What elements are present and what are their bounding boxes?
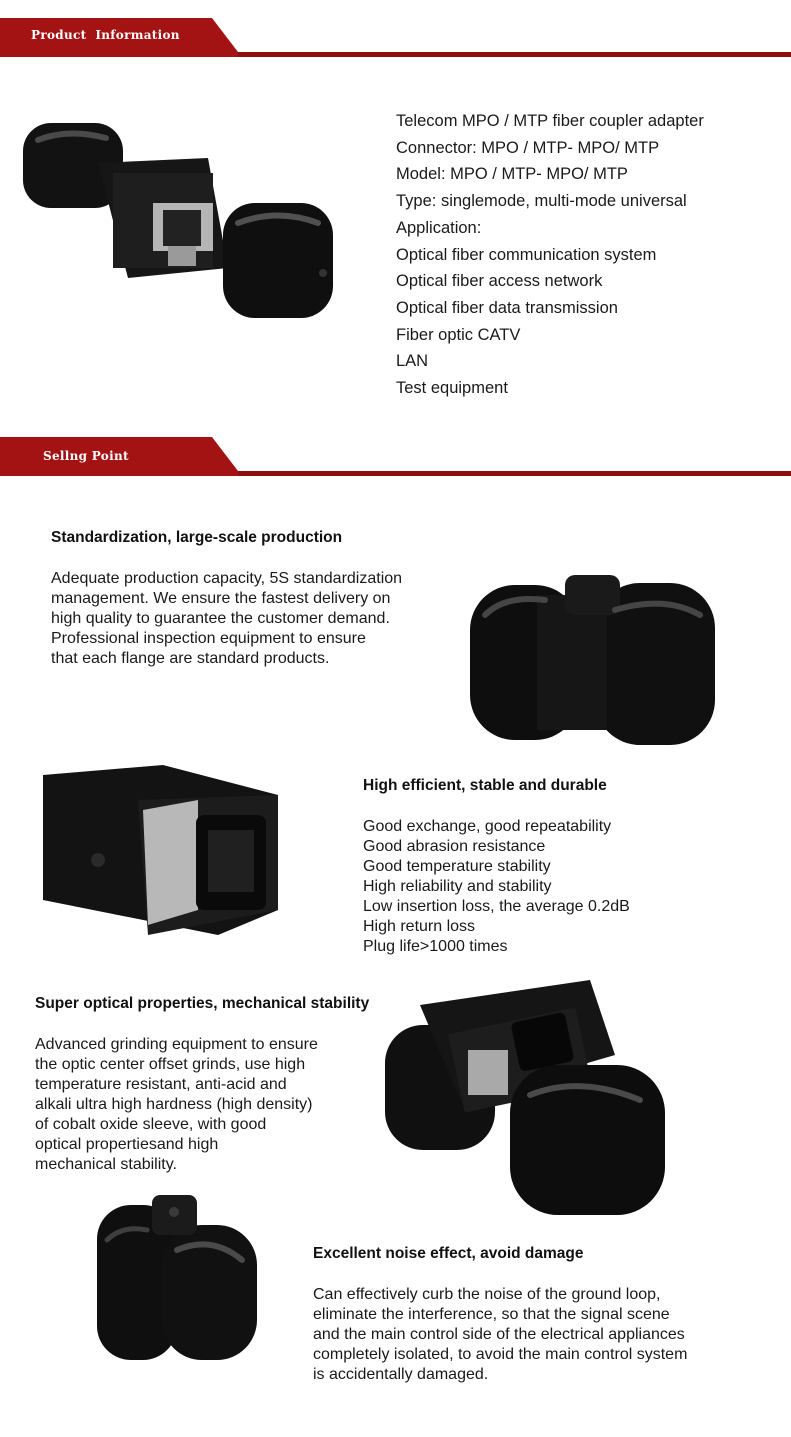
spec-line: Optical fiber data transmission bbox=[396, 298, 618, 317]
product-image-adapter-open bbox=[380, 975, 670, 1220]
body-line: mechanical stability. bbox=[35, 1156, 177, 1173]
body-line: Can effectively curb the noise of the ground loop, bbox=[313, 1286, 661, 1303]
product-spec-list bbox=[396, 108, 704, 402]
section-banner-product-information bbox=[0, 18, 791, 58]
spec-line: Optical fiber access network bbox=[396, 272, 603, 291]
spec-line: Telecom MPO / MTP fiber coupler adapter bbox=[396, 112, 704, 130]
section-banner-selling-point bbox=[0, 437, 791, 477]
body-line: Plug life>1000 times bbox=[363, 938, 508, 955]
body-line: and the main control side of the electrical appliances bbox=[313, 1326, 685, 1343]
spec-line: Connector: MPO / MTP- MPO/ MTP bbox=[396, 138, 660, 157]
body-line: high quality to guarantee the customer demand. bbox=[51, 610, 390, 627]
spec-line: Fiber optic CATV bbox=[396, 325, 521, 344]
selling-point-title: Super optical properties, mechanical stability bbox=[35, 995, 370, 1012]
body-line: Good temperature stability bbox=[363, 858, 551, 875]
product-image-adapter-side bbox=[38, 760, 286, 940]
selling-point-body bbox=[363, 817, 630, 957]
body-line: Low insertion loss, the average 0.2dB bbox=[363, 898, 630, 915]
spec-line: Model: MPO / MTP- MPO/ MTP bbox=[396, 165, 628, 184]
body-line: Good abrasion resistance bbox=[363, 838, 546, 855]
banner-label: Sellng Point bbox=[43, 449, 129, 463]
body-line: the optic center offset grinds, use high bbox=[35, 1056, 306, 1073]
spec-line: Type: singlemode, multi-mode universal bbox=[396, 192, 687, 211]
banner-label: Product Information bbox=[31, 28, 180, 42]
product-image-capped-adapter bbox=[465, 555, 720, 750]
body-line: that each flange are standard products. bbox=[51, 650, 330, 667]
body-line: completely isolated, to avoid the main control system bbox=[313, 1346, 688, 1363]
body-line: optical propertiesand high bbox=[35, 1136, 219, 1153]
body-line: Adequate production capacity, 5S standardization bbox=[51, 570, 403, 587]
selling-point-title: Excellent noise effect, avoid damage bbox=[313, 1245, 584, 1262]
selling-point-body bbox=[35, 1035, 318, 1175]
selling-point-body bbox=[51, 569, 402, 669]
body-line: eliminate the interference, so that the signal scene bbox=[313, 1306, 670, 1323]
spec-line: LAN bbox=[396, 352, 429, 371]
body-line: management. We ensure the fastest delivery on bbox=[51, 590, 391, 607]
body-line: High reliability and stability bbox=[363, 878, 552, 895]
body-line: temperature resistant, anti-acid and bbox=[35, 1076, 287, 1093]
selling-point-title: Standardization, large-scale production bbox=[51, 529, 343, 546]
body-line: of cobalt oxide sleeve, with good bbox=[35, 1116, 267, 1133]
body-line: alkali ultra high hardness (high density) bbox=[35, 1096, 313, 1113]
body-line: is accidentally damaged. bbox=[313, 1366, 489, 1383]
selling-point-title: High efficient, stable and durable bbox=[363, 777, 607, 794]
body-line: Professional inspection equipment to ensure bbox=[51, 630, 366, 647]
selling-point-body bbox=[313, 1285, 687, 1385]
spec-line: Application: bbox=[396, 218, 482, 237]
body-line: Good exchange, good repeatability bbox=[363, 818, 612, 835]
body-line: Advanced grinding equipment to ensure bbox=[35, 1036, 318, 1053]
product-image-adapter-with-caps bbox=[18, 118, 343, 330]
spec-line: Optical fiber communication system bbox=[396, 245, 657, 264]
product-image-capped-adapter-front bbox=[92, 1190, 262, 1365]
body-line: High return loss bbox=[363, 918, 476, 935]
spec-line: Test equipment bbox=[396, 379, 508, 398]
